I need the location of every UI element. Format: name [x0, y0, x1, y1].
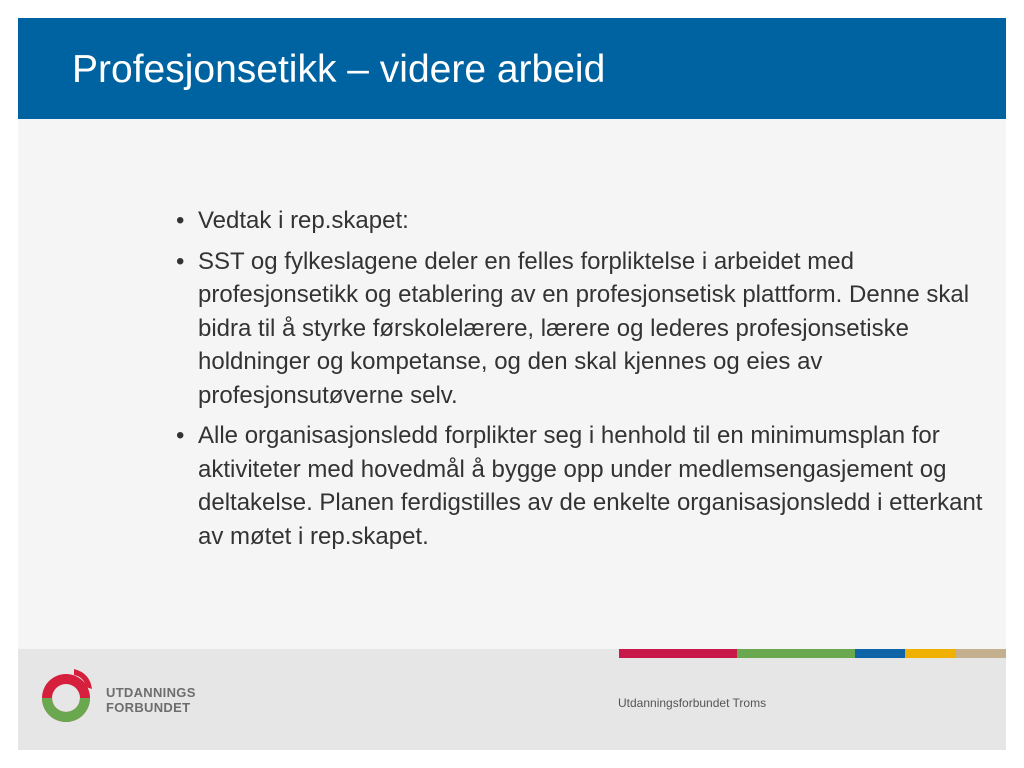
- slide-title: Profesjonsetikk – videre arbeid: [72, 48, 606, 91]
- logo-line-1: UTDANNINGS: [106, 685, 196, 700]
- bullet-list: [176, 204, 996, 560]
- color-stripe-yellow: [905, 649, 956, 658]
- color-stripe-green: [737, 649, 855, 658]
- bullet-icon: •: [176, 247, 185, 275]
- color-stripe-tan: [956, 649, 1006, 658]
- bullet-icon: •: [176, 207, 185, 234]
- color-stripe-red: [619, 649, 737, 658]
- slide: [18, 18, 1006, 750]
- utdanningsforbundet-ring-icon: [36, 663, 98, 729]
- title-bar: [18, 18, 1006, 119]
- bullet-icon: •: [176, 422, 185, 449]
- footer-organization: Utdanningsforbundet Troms: [618, 696, 767, 710]
- bullet-item: [176, 245, 996, 413]
- bullet-item: [176, 204, 996, 238]
- footer: [18, 649, 1006, 750]
- color-stripe-blue: [855, 649, 905, 658]
- bullet-item: [176, 419, 996, 553]
- bullet-text: SST og fylkeslagene deler en felles forpliktelse i arbeidet med profesjonsetikk og etablering av en profesjonsetisk plattform. Denne skal bidra til å styrke førskolelærere, lærere og lederes profesjonsetiske holdninger og kompetanse, og den skal kjennes og eies av profesjonsutøverne selv.: [198, 247, 970, 409]
- bullet-text: Vedtak i rep.skapet:: [198, 207, 409, 234]
- logo-wordmark: [106, 685, 196, 715]
- bullet-text: Alle organisasjonsledd forplikter seg i henhold til en minimumsplan for aktiviteter med hovedmål å bygge opp under medlemsengasjement og deltakelse. Planen ferdigstilles av de enkelte organisasjonsledd i etterkant av møtet i rep.skapet.: [198, 422, 983, 550]
- logo-line-2: FORBUNDET: [106, 700, 191, 715]
